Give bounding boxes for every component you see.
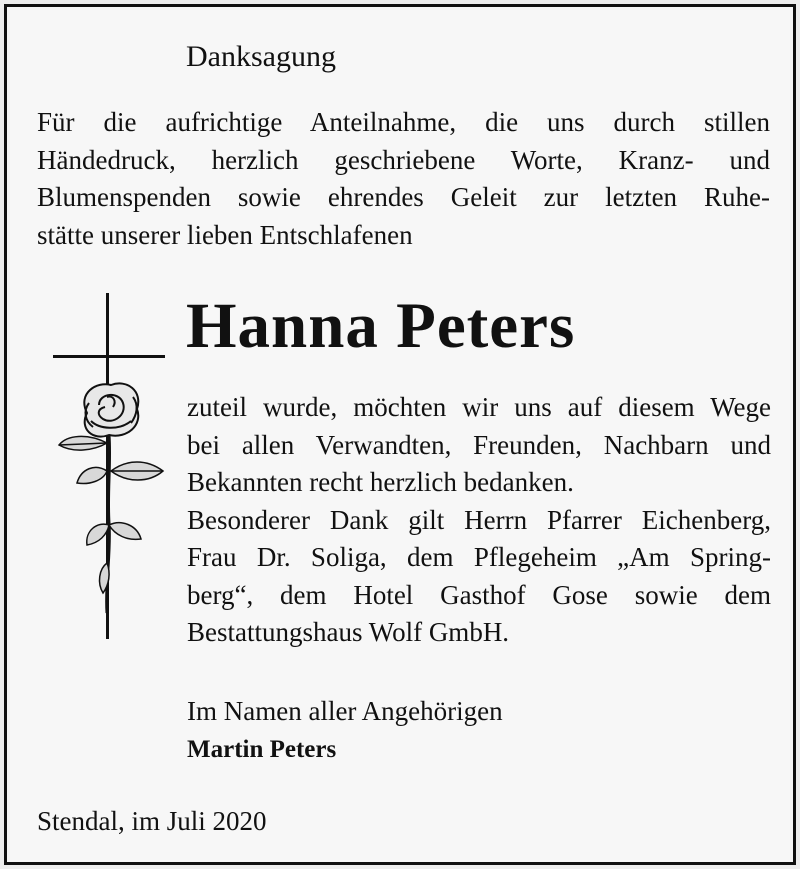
body-line: Bestattungshaus Wolf GmbH. [187, 617, 510, 647]
intro-paragraph [37, 104, 770, 254]
body-line: Bekannten recht herzlich bedanken. [187, 467, 574, 497]
intro-line: Blumenspenden sowie ehrendes Geleit zur letzten Ruhe- [37, 182, 770, 212]
greeting-line: Im Namen aller Angehörigen [187, 696, 503, 726]
notice-heading: Danksagung [186, 40, 336, 73]
body-line: zuteil wurde, möchten wir uns auf diesem Wege [187, 392, 771, 422]
deceased-name: Hanna Peters [186, 290, 576, 362]
body-line: bei allen Verwandten, Freunden, Nachbarn und [187, 429, 771, 460]
cross-with-rose-icon [47, 293, 177, 643]
body-paragraph [187, 389, 771, 652]
signer-name: Martin Peters [187, 736, 337, 763]
intro-line: Für die aufrichtige Anteilnahme, die uns durch stillen [37, 107, 770, 137]
notice-frame [4, 4, 796, 865]
body-line: Frau Dr. Soliga, dem Pflegeheim „Am Spring- [187, 542, 771, 572]
body-line: Besonderer Dank gilt Herrn Pfarrer Eichenberg, [187, 504, 771, 535]
body-line: berg“, dem Hotel Gasthof Gose sowie dem [187, 579, 771, 610]
place-and-date: Stendal, im Juli 2020 [37, 806, 267, 836]
intro-line: stätte unserer lieben Entschlafenen [37, 219, 413, 250]
intro-line: Händedruck, herzlich geschriebene Worte, Kranz- und [37, 144, 770, 175]
